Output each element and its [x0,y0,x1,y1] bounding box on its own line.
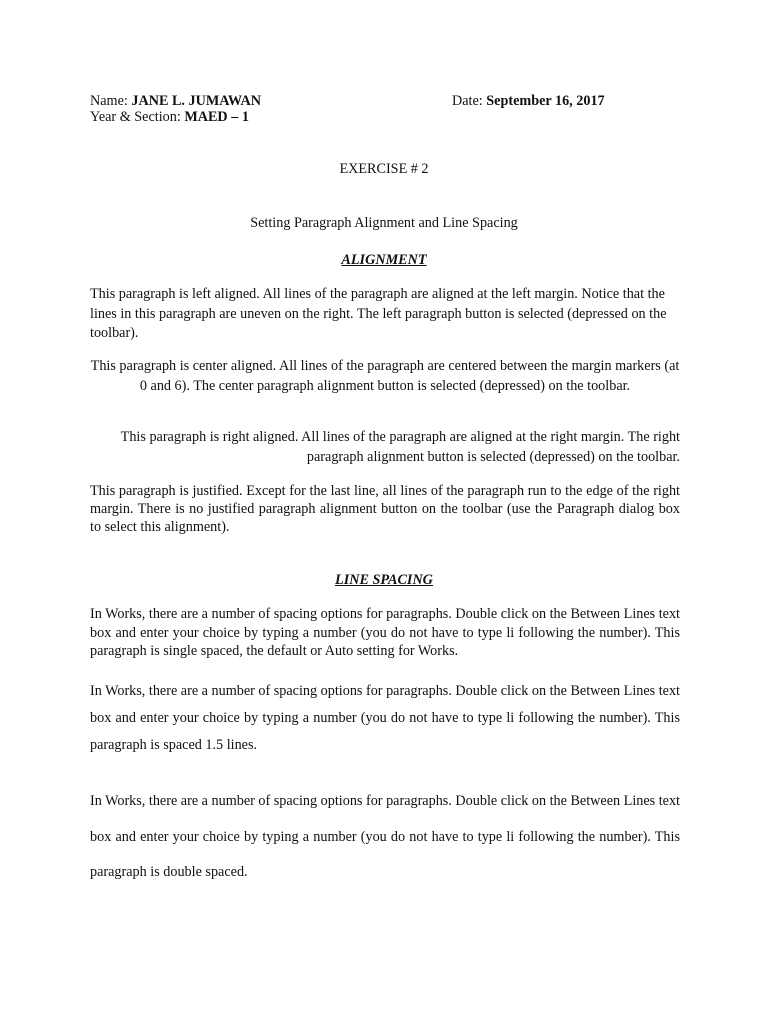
center-aligned-paragraph: This paragraph is center aligned. All lines of the paragraph are centered between the margin markers (at 0 and 6). The center paragraph alignment button is selected (depressed) on the toolbar. [90,358,680,394]
section-line [90,108,690,126]
alignment-heading-wrap [90,251,678,269]
date-label: Date: [452,93,487,109]
exercise-subtitle: Setting Paragraph Alignment and Line Spacing [250,215,518,231]
one-half-spaced-paragraph: In Works, there are a number of spacing options for paragraphs. Double click on the Between Lines text box and enter your choice by typing a number (you do not have to type li following the number). This paragraph is spaced 1.5 lines. [90,683,680,753]
line-spacing-heading: LINE SPACING [335,572,433,588]
right-aligned-paragraph: This paragraph is right aligned. All lines of the paragraph are aligned at the right margin. The right paragraph alignment button is selected (depressed) on the toolbar. [120,429,680,465]
section-label: Year & Section: [90,109,185,125]
justified-paragraph: This paragraph is justified. Except for the last line, all lines of the paragraph run to the edge of the right margin. There is no justified paragraph alignment button on the toolbar (use the Paragraph dialog box to select this alignment). [90,483,680,535]
name-label: Name: [90,93,132,109]
double-spaced-paragraph: In Works, there are a number of spacing options for paragraphs. Double click on the Between Lines text box and enter your choice by typing a number (you do not have to type li following the number). This paragraph is double spaced. [90,793,680,880]
single-spaced-paragraph: In Works, there are a number of spacing options for paragraphs. Double click on the Between Lines text box and enter your choice by typing a number (you do not have to type li following the number). This paragraph is single spaced, the default or Auto setting for Works. [90,606,680,659]
date-value: September 16, 2017 [486,93,605,109]
left-aligned-paragraph: This paragraph is left aligned. All lines of the paragraph are aligned at the left margin. Notice that the lines in this paragraph are uneven on the right. The left paragraph button is selected (depressed on the toolbar). [90,286,667,341]
line-spacing-heading-wrap [90,571,678,589]
exercise-title: EXERCISE # 2 [339,161,429,177]
section-value: MAED – 1 [184,109,249,125]
student-name: JANE L. JUMAWAN [131,93,262,109]
alignment-heading: ALIGNMENT [341,252,427,268]
